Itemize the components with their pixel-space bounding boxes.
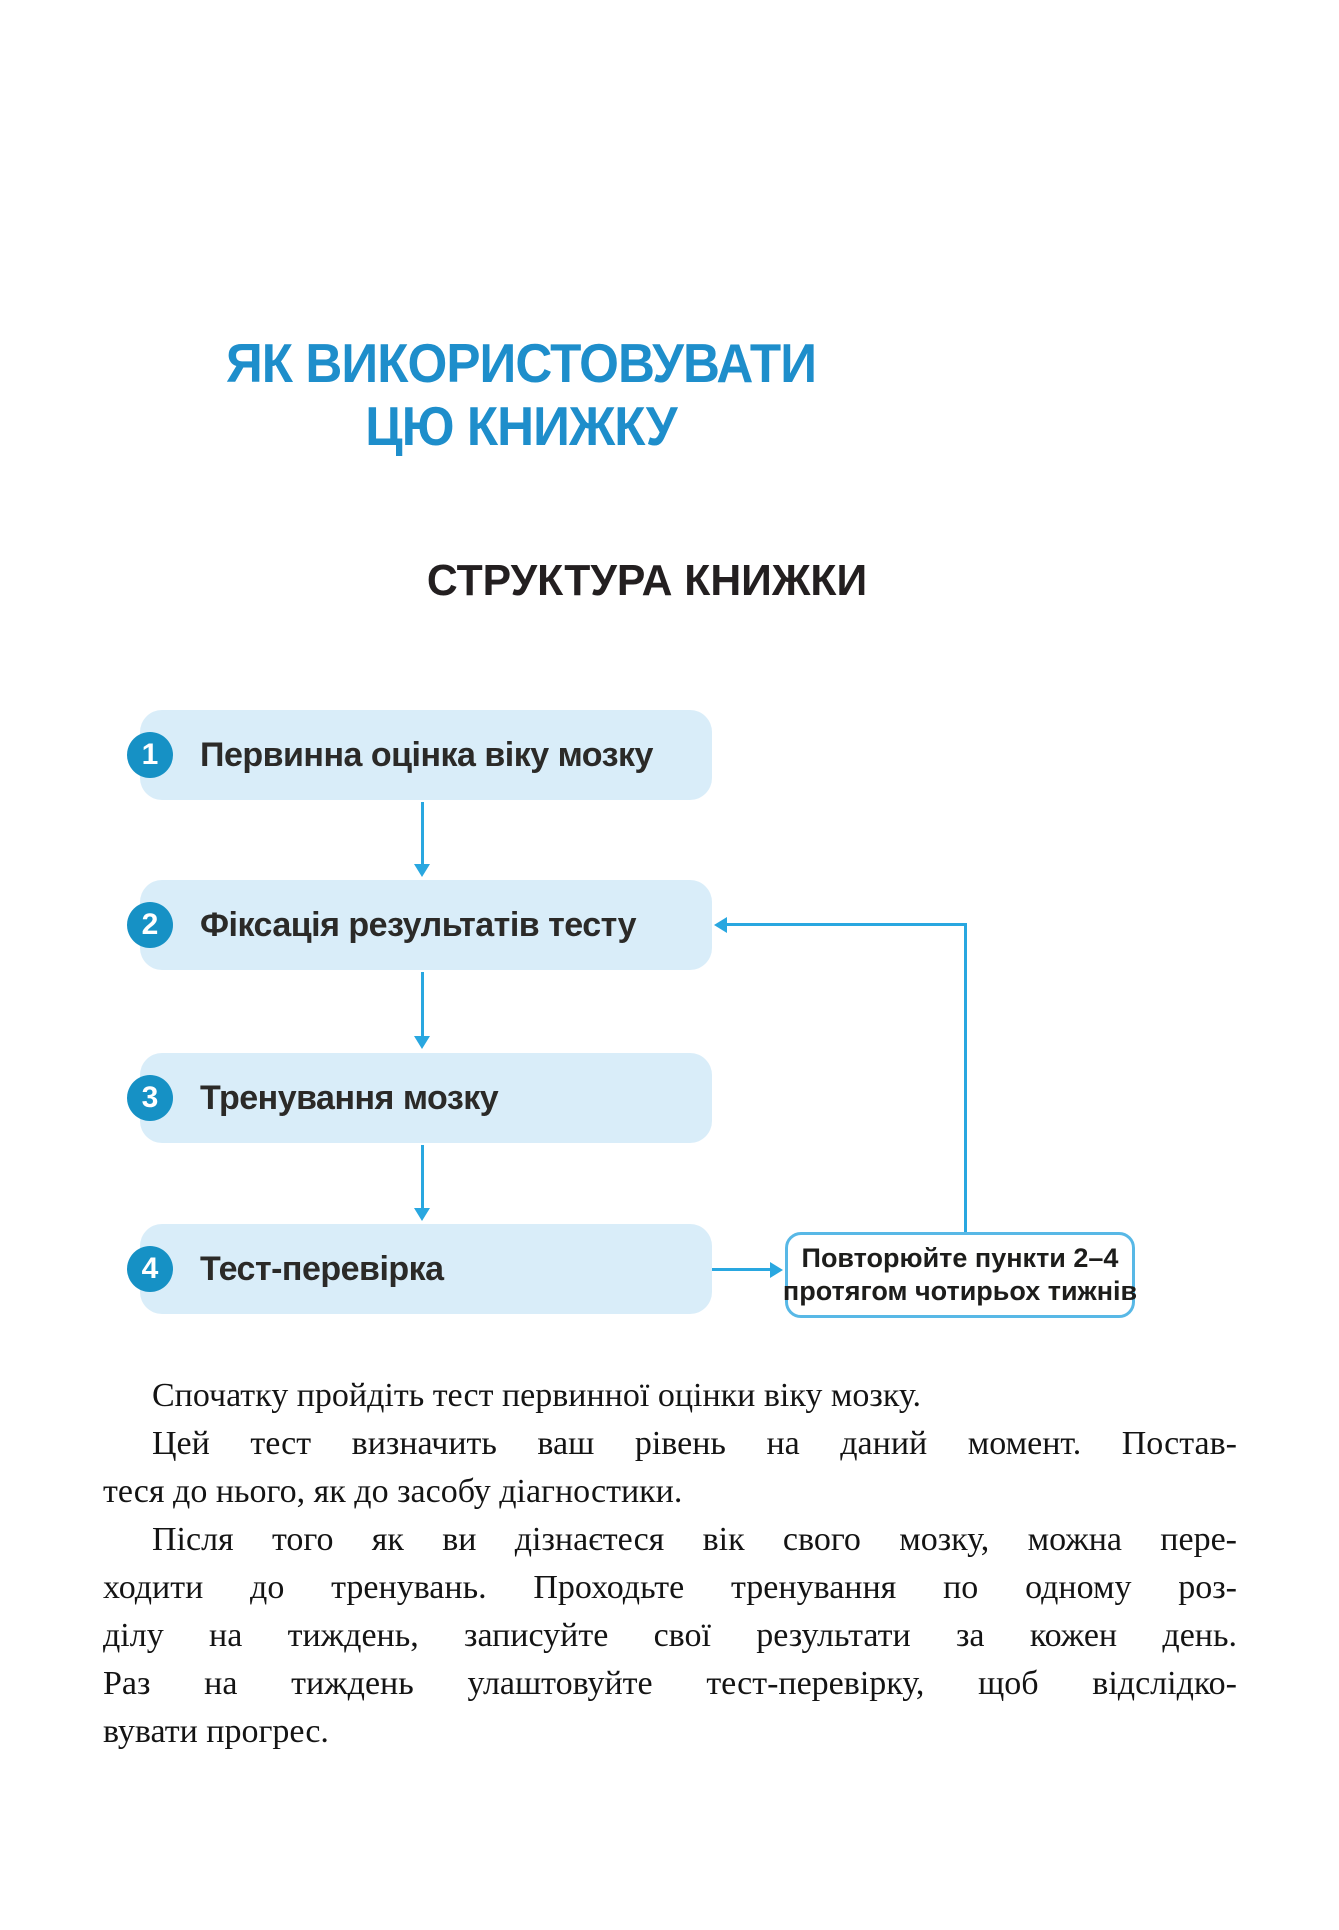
body-text-line: Цей тест визначить ваш рівень на даний момент. Постав- [152, 1425, 1237, 1462]
body-text-line: ділу на тиждень, записуйте свої результати за кожен день. [103, 1617, 1237, 1654]
body-text-line: ходити до тренувань. Проходьте тренування по одному роз- [103, 1569, 1237, 1606]
flow-step-3 [140, 1053, 712, 1143]
step-1-label: Первинна оцінка віку мозку [200, 735, 653, 774]
step-4-label: Тест-перевірка [200, 1249, 444, 1288]
flow-step-4 [140, 1224, 712, 1314]
flow-arrow-4-note-line [712, 1268, 770, 1271]
step-2-label: Фіксація результатів тесту [200, 905, 637, 944]
body-text-line: Спочатку пройдіть тест первинної оцінки віку мозку. [152, 1377, 921, 1414]
flow-arrow-2-3-line [421, 972, 424, 1036]
flow-step-2 [140, 880, 712, 970]
body-text-line: Раз на тиждень улаштовуйте тест-перевірку, щоб відслідко- [103, 1665, 1237, 1702]
section-subtitle: СТРУКТУРА КНИЖКИ [426, 556, 868, 605]
repeat-note-line2: протягом чотирьох тижнів [782, 1276, 1138, 1306]
flow-arrow-1-2-line [421, 802, 424, 864]
flow-arrow-3-4-head-icon [414, 1208, 430, 1221]
loop-line-horizontal [726, 923, 967, 926]
body-text-line: теся до нього, як до засобу діагностики. [103, 1473, 683, 1510]
step-2-number-badge: 2 [127, 902, 173, 948]
body-text-line: вувати прогрес. [103, 1713, 329, 1750]
page-title [36, 332, 1005, 458]
body-text [103, 1372, 1237, 1756]
repeat-note-box [782, 1232, 1138, 1318]
flow-arrow-2-3-head-icon [414, 1036, 430, 1049]
step-3-number-badge: 3 [127, 1075, 173, 1121]
flow-arrow-4-note-head-icon [770, 1262, 783, 1278]
flow-arrow-3-4-line [421, 1145, 424, 1208]
page-title-line2: ЦЮ КНИЖКУ [365, 395, 677, 457]
repeat-note-line1: Повторюйте пункти 2–4 [801, 1243, 1119, 1273]
step-1-number-badge: 1 [127, 732, 173, 778]
flow-arrow-1-2-head-icon [414, 864, 430, 877]
loop-line-vertical [964, 923, 967, 1232]
page-title-line1: ЯК ВИКОРИСТОВУВАТИ [225, 332, 817, 394]
flow-step-1 [140, 710, 712, 800]
body-text-line: Після того як ви дізнаєтеся вік свого мозку, можна пере- [152, 1521, 1237, 1558]
step-3-label: Тренування мозку [200, 1078, 499, 1117]
step-4-number-badge: 4 [127, 1246, 173, 1292]
